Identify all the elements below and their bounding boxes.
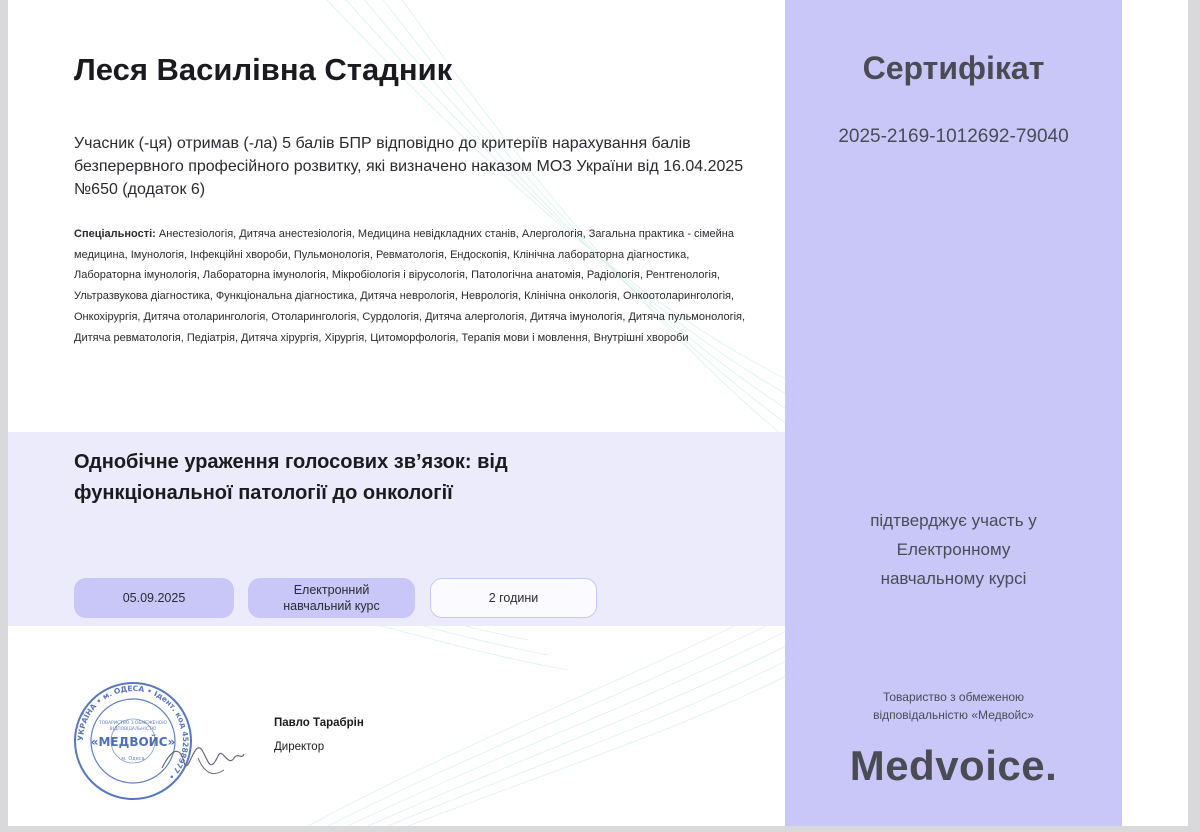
course-type-chip xyxy=(248,578,415,618)
svg-text:«МЕДВОЙС»: «МЕДВОЙС» xyxy=(90,735,176,749)
signer-role: Директор xyxy=(274,741,325,753)
course-title: Однобічне ураження голосових зв’язок: від функціональної патології до онкології xyxy=(74,451,508,504)
course-type-label: Електронний навчальний курс xyxy=(283,583,380,613)
svg-text:ВІДПОВІДАЛЬНІСТЮ: ВІДПОВІДАЛЬНІСТЮ xyxy=(109,727,157,732)
recipient-name: Леся Василівна Стадник xyxy=(74,52,453,87)
certificate-sheet xyxy=(8,0,1188,826)
specialties-list: Анестезіологія, Дитяча анестезіологія, Медицина невідкладних станів, Алергологія, Загальна практика - сімейна медицина, Імунологія, Інфекційні хвороби, Пульмонологія, Ревматологія, Ендоскопія, Клінічна лабораторна діагностика, Лабораторна імунологія, Лабораторна імунологія, Мікробіологія і вірусологія, Патологічна анатомія, Радіологія, Рентгенологія, Ультразвукова діагностика, Функціональна діагностика, Дитяча неврологія, Неврологія, Клінічна онкологія, Онкоотоларингологія, Онкохірургія, Дитяча отоларингологія, Отоларингологія, Сурдологія, Дитяча алергологія, Дитяча імунологія, Дитяча пульмонологія, Дитяча ревматологія, Педіатрія, Дитяча хірургія, Хірургія, Цитоморфологія, Терапія мови і мовлення, Внутрішні хвороби xyxy=(74,228,746,344)
course-date-chip: 05.09.2025 xyxy=(74,578,234,618)
svg-text:м. Одеса: м. Одеса xyxy=(121,756,145,762)
director-signature xyxy=(158,728,246,788)
signer-name: Павло Тарабрін xyxy=(274,717,364,729)
svg-text:УКРАЇНА • м. ОДЕСА • Ідент. ко: УКРАЇНА • м. ОДЕСА • Ідент. код 45288977 • xyxy=(75,683,191,782)
certificate-title: Сертифікат xyxy=(862,50,1045,86)
participation-confirmation xyxy=(785,506,1122,593)
specialties-paragraph xyxy=(74,224,746,348)
certificate-number: 2025-2169-1012692-79040 xyxy=(838,126,1069,147)
organization-name xyxy=(785,688,1122,724)
specialties-label: Спеціальності: xyxy=(74,228,156,240)
course-hours-chip: 2 години xyxy=(430,578,597,618)
svg-text:ТОВАРИСТВО З ОБМЕЖЕНОЮ: ТОВАРИСТВО З ОБМЕЖЕНОЮ xyxy=(99,721,167,726)
cpd-statement: Учасник (-ця) отримав (-ла) 5 балів БПР відповідно до критеріїв нарахування балів безперервного професійного розвитку, які визначено наказом МОЗ України від 16.04.2025 №650 (додаток 6) xyxy=(74,135,744,198)
medvoice-logo: Medvoice. xyxy=(849,742,1058,789)
organization-text: Товариство з обмеженою відповідальністю «Медвойс» xyxy=(873,690,1034,722)
confirmation-text: підтверджує участь у Електронному навчальному курсі xyxy=(870,511,1037,588)
